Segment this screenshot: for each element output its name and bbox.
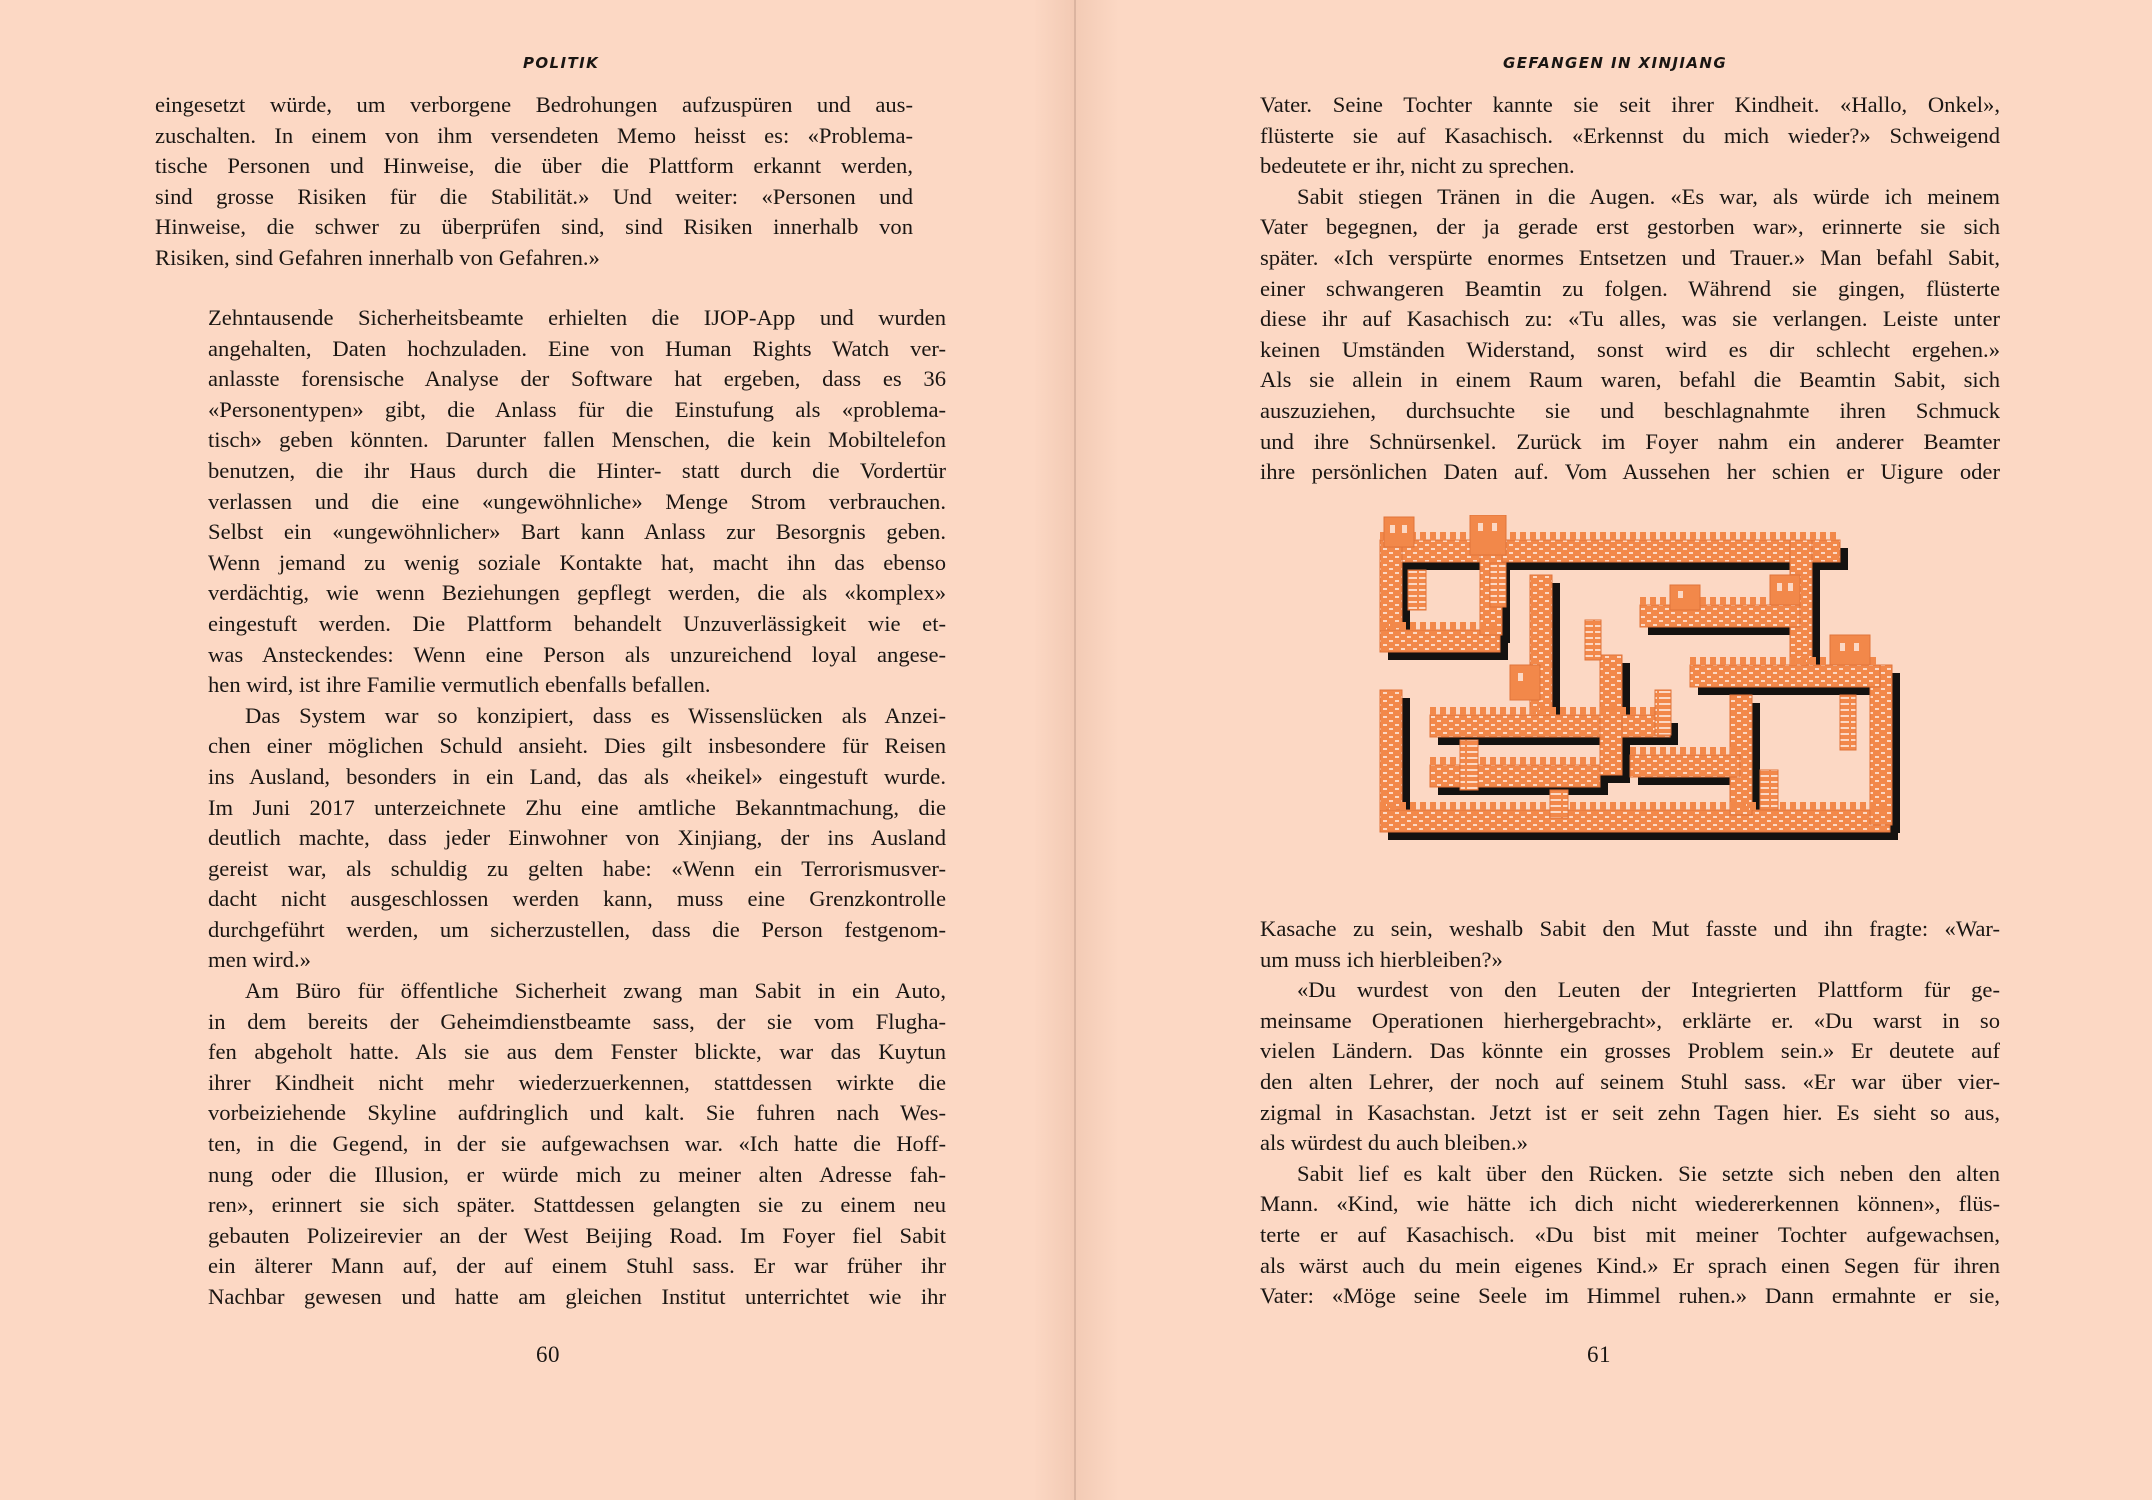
text-line: vorbeiziehende Skyline aufdringlich und kalt. Sie fuhren nach Wes-	[208, 1100, 946, 1126]
text-line: Selbst ein «ungewöhnlicher» Bart kann Anlass zur Besorgnis geben.	[208, 519, 946, 545]
text-line: Sabit lief es kalt über den Rücken. Sie setzte sich neben den alten	[1297, 1160, 2000, 1186]
text-line: ten, in die Gegend, in der sie aufgewachsen war. «Ich hatte die Hoff-	[208, 1131, 946, 1157]
text-line: Am Büro für öffentliche Sicherheit zwang man Sabit in ein Auto,	[245, 978, 946, 1004]
running-head: GEFANGEN IN XINJIANG	[1503, 54, 1728, 72]
text-line: vielen Ländern. Das könnte ein grosses Problem sein.» Er deutete auf	[1260, 1038, 2000, 1064]
text-line: durchgeführt werden, um sicherzustellen, dass die Person festgenom-	[208, 916, 946, 942]
text-line: Mann. «Kind, wie hätte ich dich nicht wiedererkennen können», flüs-	[1260, 1191, 2000, 1217]
text-line: terte er auf Kasachisch. «Du bist mit meiner Tochter aufgewachsen,	[1260, 1221, 2000, 1247]
text-line: diese ihr auf Kasachisch zu: «Tu alles, was sie verlangen. Leiste unter	[1260, 306, 2000, 332]
text-line: meinsame Operationen hierhergebracht», erklärte er. «Du warst in so	[1260, 1007, 2000, 1033]
text-line: Risiken, sind Gefahren innerhalb von Gefahren.»	[155, 244, 600, 270]
text-line: später. «Ich verspürte enormes Entsetzen und Trauer.» Man befahl Sabit,	[1260, 244, 2000, 270]
right-page	[1076, 0, 2152, 1500]
text-line: und ihre Schnürsenkel. Zurück im Foyer nahm ein anderer Beamter	[1260, 428, 2000, 454]
text-line: Im Juni 2017 unterzeichnete Zhu eine amtliche Bekanntmachung, die	[208, 794, 946, 820]
text-line: was Ansteckendes: Wenn eine Person als unzureichend loyal angese-	[208, 641, 946, 667]
text-line: benutzen, die ihr Haus durch die Hinter- statt durch die Vordertür	[208, 457, 946, 483]
text-line: Hinweise, die schwer zu überprüfen sind, sind Risiken innerhalb von	[155, 214, 913, 240]
text-block	[155, 90, 913, 274]
text-line: einer schwangeren Beamtin zu folgen. Während sie gingen, flüsterte	[1260, 275, 2000, 301]
text-block	[1260, 914, 2000, 1312]
text-line: ihrer Kindheit nicht mehr wiederzuerkennen, stattdessen wirkte die	[208, 1069, 946, 1095]
text-line: verdächtig, wie wenn Beziehungen gepflegt werden, die als «komplex»	[208, 580, 946, 606]
text-line: Nachbar gewesen und hatte am gleichen Institut unterrichtet wie ihr	[208, 1284, 946, 1309]
text-block	[208, 303, 946, 1313]
text-line: zigmal in Kasachstan. Jetzt ist er seit zehn Tagen hier. Es sieht so aus,	[1260, 1099, 2000, 1125]
text-line: Vater: «Möge seine Seele im Himmel ruhen.» Dann ermahnte er sie,	[1260, 1283, 2000, 1309]
text-line: Vater begegnen, der ja gerade erst gestorben war», erinnerte sie sich	[1260, 214, 2000, 240]
page-number: 60	[536, 1342, 560, 1367]
text-line: fen abgeholt hatte. Als sie aus dem Fenster blickte, war das Kuytun	[208, 1039, 946, 1065]
text-line: Kasache zu sein, weshalb Sabit den Mut fasste und ihn fragte: «War-	[1260, 916, 2000, 941]
text-line: keinen Umständen Widerstand, sonst wird es dir schlecht ergehen.»	[1260, 336, 2000, 362]
text-line: men wird.»	[208, 947, 311, 973]
text-line: den alten Lehrer, der noch auf seinem Stuhl sass. «Er war über vier-	[1260, 1068, 2000, 1094]
text-line: auszuziehen, durchsuchte sie und beschlagnahmte ihren Schmuck	[1260, 397, 2000, 423]
text-line: eingestuft werden. Die Plattform behandelt Unzuverlässigkeit wie et-	[208, 610, 946, 636]
text-line: tische Personen und Hinweise, die über die Plattform erkannt werden,	[155, 153, 913, 179]
text-line: Wenn jemand zu wenig soziale Kontakte hat, macht ihn das ebenso	[208, 549, 946, 575]
text-line: eingesetzt würde, um verborgene Bedrohungen aufzuspüren und aus-	[155, 92, 913, 117]
text-line: Zehntausende Sicherheitsbeamte erhielten die IJOP-App und wurden	[208, 305, 946, 330]
text-line: «Du wurdest von den Leuten der Integrierten Plattform für ge-	[1297, 977, 2000, 1003]
maze-illustration	[1370, 515, 1930, 870]
text-line: Vater. Seine Tochter kannte sie seit ihrer Kindheit. «Hallo, Onkel»,	[1260, 92, 2000, 117]
text-line: angehalten, Daten hochzuladen. Eine von Human Rights Watch ver-	[208, 335, 946, 361]
text-line: sind grosse Risiken für die Stabilität.» Und weiter: «Personen und	[155, 183, 913, 209]
text-line: um muss ich hierbleiben?»	[1260, 946, 1503, 972]
text-line: zuschalten. In einem von ihm versendeten Memo heisst es: «Problema-	[155, 122, 913, 148]
text-line: Das System war so konzipiert, dass es Wissenslücken als Anzei-	[245, 702, 946, 728]
text-line: als würdest du auch bleiben.»	[1260, 1130, 1528, 1156]
text-line: hen wird, ist ihre Familie vermutlich ebenfalls befallen.	[208, 672, 711, 698]
text-line: Als sie allein in einem Raum waren, befahl die Beamtin Sabit, sich	[1260, 367, 2000, 393]
text-line: flüsterte sie auf Kasachisch. «Erkennst du mich wieder?» Schweigend	[1260, 122, 2000, 148]
text-line: gebauten Polizeirevier an der West Beijing Road. Im Foyer fiel Sabit	[208, 1222, 946, 1248]
text-line: ihre persönlichen Daten auf. Vom Aussehen her schien er Uigure oder	[1260, 459, 2000, 485]
maze-shadow	[1388, 548, 1900, 840]
text-line: ein älterer Mann auf, der auf einem Stuhl sass. Er war früher ihr	[208, 1253, 946, 1279]
text-line: bedeutete er ihr, nicht zu sprechen.	[1260, 153, 1575, 179]
page-number: 61	[1587, 1342, 1611, 1367]
text-line: ren», erinnert sie sich später. Stattdessen gelangten sie zu einem neu	[208, 1192, 946, 1218]
text-line: nung oder die Illusion, er würde mich zu meiner alten Adresse fah-	[208, 1161, 946, 1187]
running-head: POLITIK	[523, 54, 600, 72]
text-line: chen einer möglichen Schuld ansieht. Dies gilt insbesondere für Reisen	[208, 733, 946, 759]
text-line: dacht nicht ausgeschlossen werden kann, muss eine Grenzkontrolle	[208, 886, 946, 912]
text-line: Sabit stiegen Tränen in die Augen. «Es war, als würde ich meinem	[1297, 183, 2000, 209]
text-line: verlassen und die eine «ungewöhnliche» Menge Strom verbrauchen.	[208, 488, 946, 514]
text-line: «Personentypen» gibt, die Anlass für die Einstufung als «problema-	[208, 396, 946, 422]
text-line: ins Ausland, besonders in ein Land, das als «heikel» eingestuft wurde.	[208, 763, 946, 789]
text-line: tisch» geben könnten. Darunter fallen Menschen, die kein Mobiltelefon	[208, 427, 946, 453]
text-line: anlasste forensische Analyse der Software hat ergeben, dass es 36	[208, 366, 946, 392]
text-line: in dem bereits der Geheimdienstbeamte sass, der sie vom Flugha-	[208, 1008, 946, 1034]
text-line: gereist war, als schuldig zu gelten habe: «Wenn ein Terrorismusver-	[208, 855, 946, 881]
text-line: als wärst auch du mein eigenes Kind.» Er sprach einen Segen für ihren	[1260, 1252, 2000, 1278]
text-line: deutlich machte, dass jeder Einwohner von Xinjiang, der ins Ausland	[208, 825, 946, 851]
text-block	[1260, 90, 2000, 488]
